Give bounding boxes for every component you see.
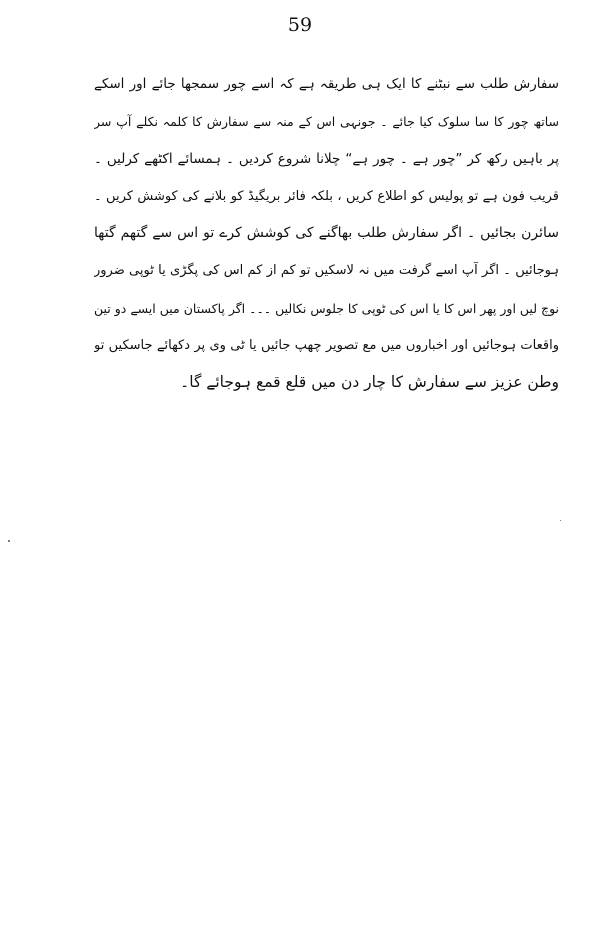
paragraph-line: سائرن بجائیں ۔ اگر سفارش طلب بھاگنے کی کوشش کرے تو اس سے گتھم گتھا bbox=[94, 225, 559, 242]
paragraph-line: سفارش طلب سے نبٹنے کا ایک ہی طریقہ ہے کہ اسے چور سمجھا جائے اور اسکے bbox=[94, 76, 559, 92]
scan-speck bbox=[8, 540, 10, 542]
paragraph-line: پر باہیں رکھ کر ”چور ہے ۔ چور ہے“ چلانا شروع کردیں ۔ ہمسائے اکٹھے کرلیں ۔ bbox=[94, 150, 559, 167]
paragraph-line: واقعات ہوجائیں اور اخباروں میں مع تصویر چھپ جائیں یا ٹی وی پر دکھائے جاسکیں تو bbox=[94, 338, 559, 354]
paragraph-line: نوچ لیں اور پھر اس کا یا اس کی ٹوپی کا جلوس نکالیں ۔۔۔ اگر پاکستان میں ایسے دو تین bbox=[94, 300, 559, 316]
urdu-paragraph bbox=[94, 66, 559, 402]
page-number: 59 bbox=[287, 14, 313, 36]
scan-speck bbox=[560, 520, 561, 521]
paragraph-line-last: وطن عزیز سے سفارش کا چار دن میں قلع قمع ہوجائے گا۔ bbox=[180, 373, 559, 392]
paragraph-line: ہوجائیں ۔ اگر آپ اسے گرفت میں نہ لاسکیں تو کم از کم اس کی پگڑی یا ٹوپی ضرور bbox=[94, 263, 559, 279]
paragraph-line: ساتھ چور کا سا سلوک کیا جائے ۔ جونہی اس کے منہ سے سفارش کا کلمہ نکلے آپ سر bbox=[94, 114, 559, 130]
paragraph-line: قریب فون ہے تو پولیس کو اطلاع کریں ، بلکہ فائر بریگیڈ کو بلانے کی کوشش کریں ۔ bbox=[94, 188, 559, 204]
